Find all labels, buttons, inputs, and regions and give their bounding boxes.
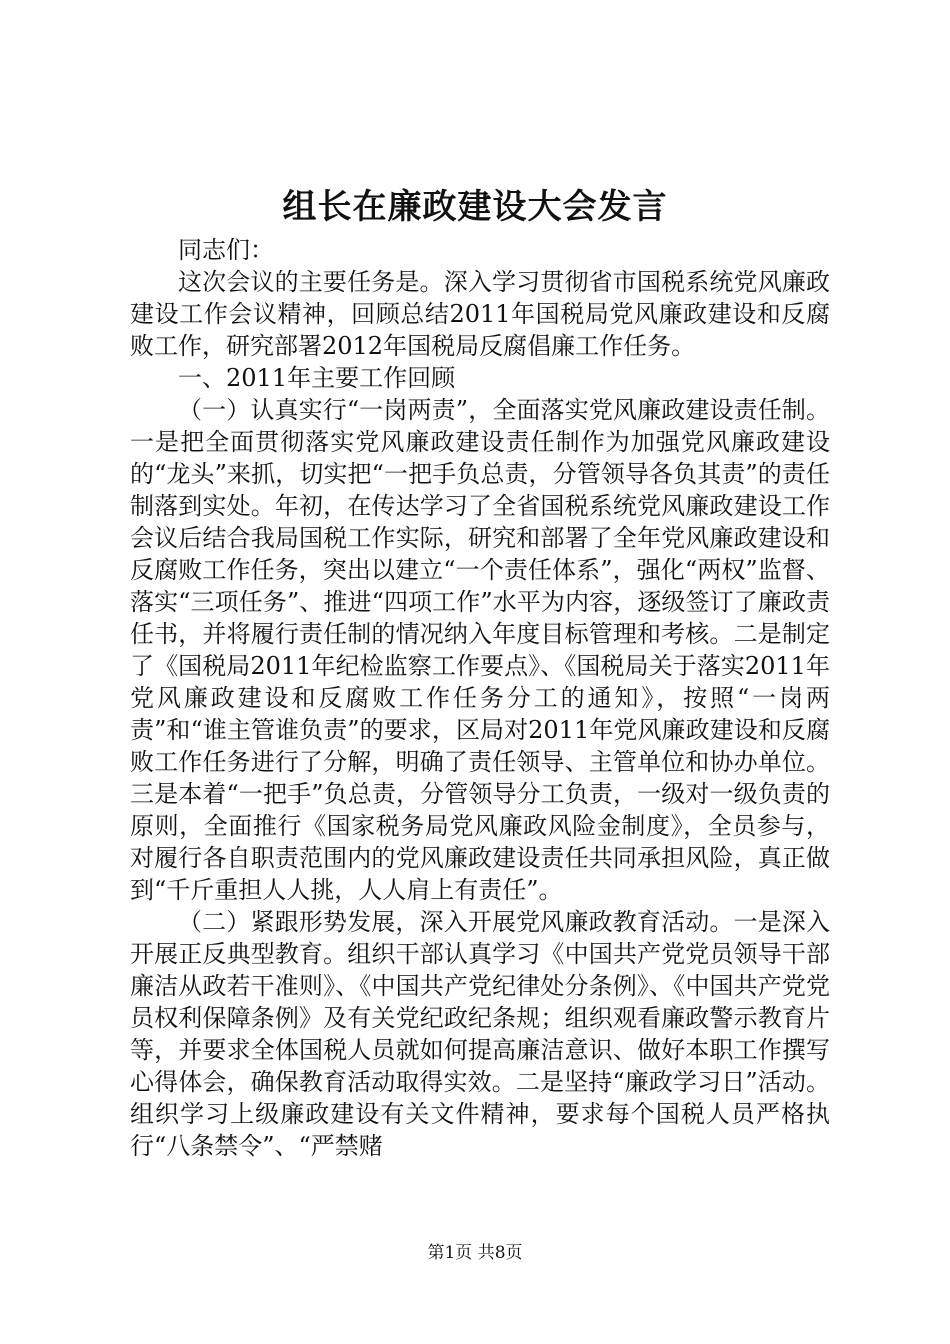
section-heading: 一、2011年主要工作回顾 [178, 364, 456, 392]
page-number-footer: 第1页 共8页 [427, 1243, 523, 1263]
intro-paragraph: 这次会议的主要任务是。深入学习贯彻省市国税系统党风廉政建设工作会议精神，回顾总结2011年国税局党风廉政建设和反腐败工作，研究部署2012年国税局反腐倡廉工作任务。 [130, 268, 830, 360]
document-body [130, 234, 830, 1162]
salutation-paragraph: 同志们： [178, 236, 274, 264]
body-paragraph: （二）紧跟形势发展，深入开展党风廉政教育活动。一是深入开展正反典型教育。组织干部认真学习《中国共产党党员领导干部廉洁从政若干准则》、《中国共产党纪律处分条例》、《中国共产党党员权利保障条例》及有关党纪政纪条规；组织观看廉政警示教育片等，并要求全体国税人员就如何提高廉洁意识、做好本职工作撰写心得体会，确保教育活动取得实效。二是坚持“廉政学习日”活动。组织学习上级廉政建设有关文件精神，要求每个国税人员严格执行“八条禁令”、“严禁赌 [130, 908, 830, 1160]
body-paragraph: （一）认真实行“一岗两责”，全面落实党风廉政建设责任制。一是把全面贯彻落实党风廉政建设责任制作为加强党风廉政建设的“龙头”来抓，切实把“一把手负总责，分管领导各负其责”的责任制落到实处。年初，在传达学习了全省国税系统党风廉政建设工作会议后结合我局国税工作实际，研究和部署了全年党风廉政建设和反腐败工作任务，突出以建立“一个责任体系”，强化“两权”监督、落实“三项任务”、推进“四项工作”水平为内容，逐级签订了廉政责任书，并将履行责任制的情况纳入年度目标管理和考核。二是制定了《国税局2011年纪检监察工作要点》、《国税局关于落实2011年党风廉政建设和反腐败工作任务分工的通知》，按照“一岗两责”和“谁主管谁负责”的要求，区局对2011年党风廉政建设和反腐败工作任务进行了分解，明确了责任领导、主管单位和协办单位。三是本着“一把手”负总责，分管领导分工负责，一级对一级负责的原则，全面推行《国家税务局党风廉政风险金制度》，全员参与，对履行各自职责范围内的党风廉政建设责任共同承担风险，真正做到“千斤重担人人挑，人人肩上有责任”。 [130, 396, 830, 904]
document-title: 组长在廉政建设大会发言 [282, 187, 668, 227]
